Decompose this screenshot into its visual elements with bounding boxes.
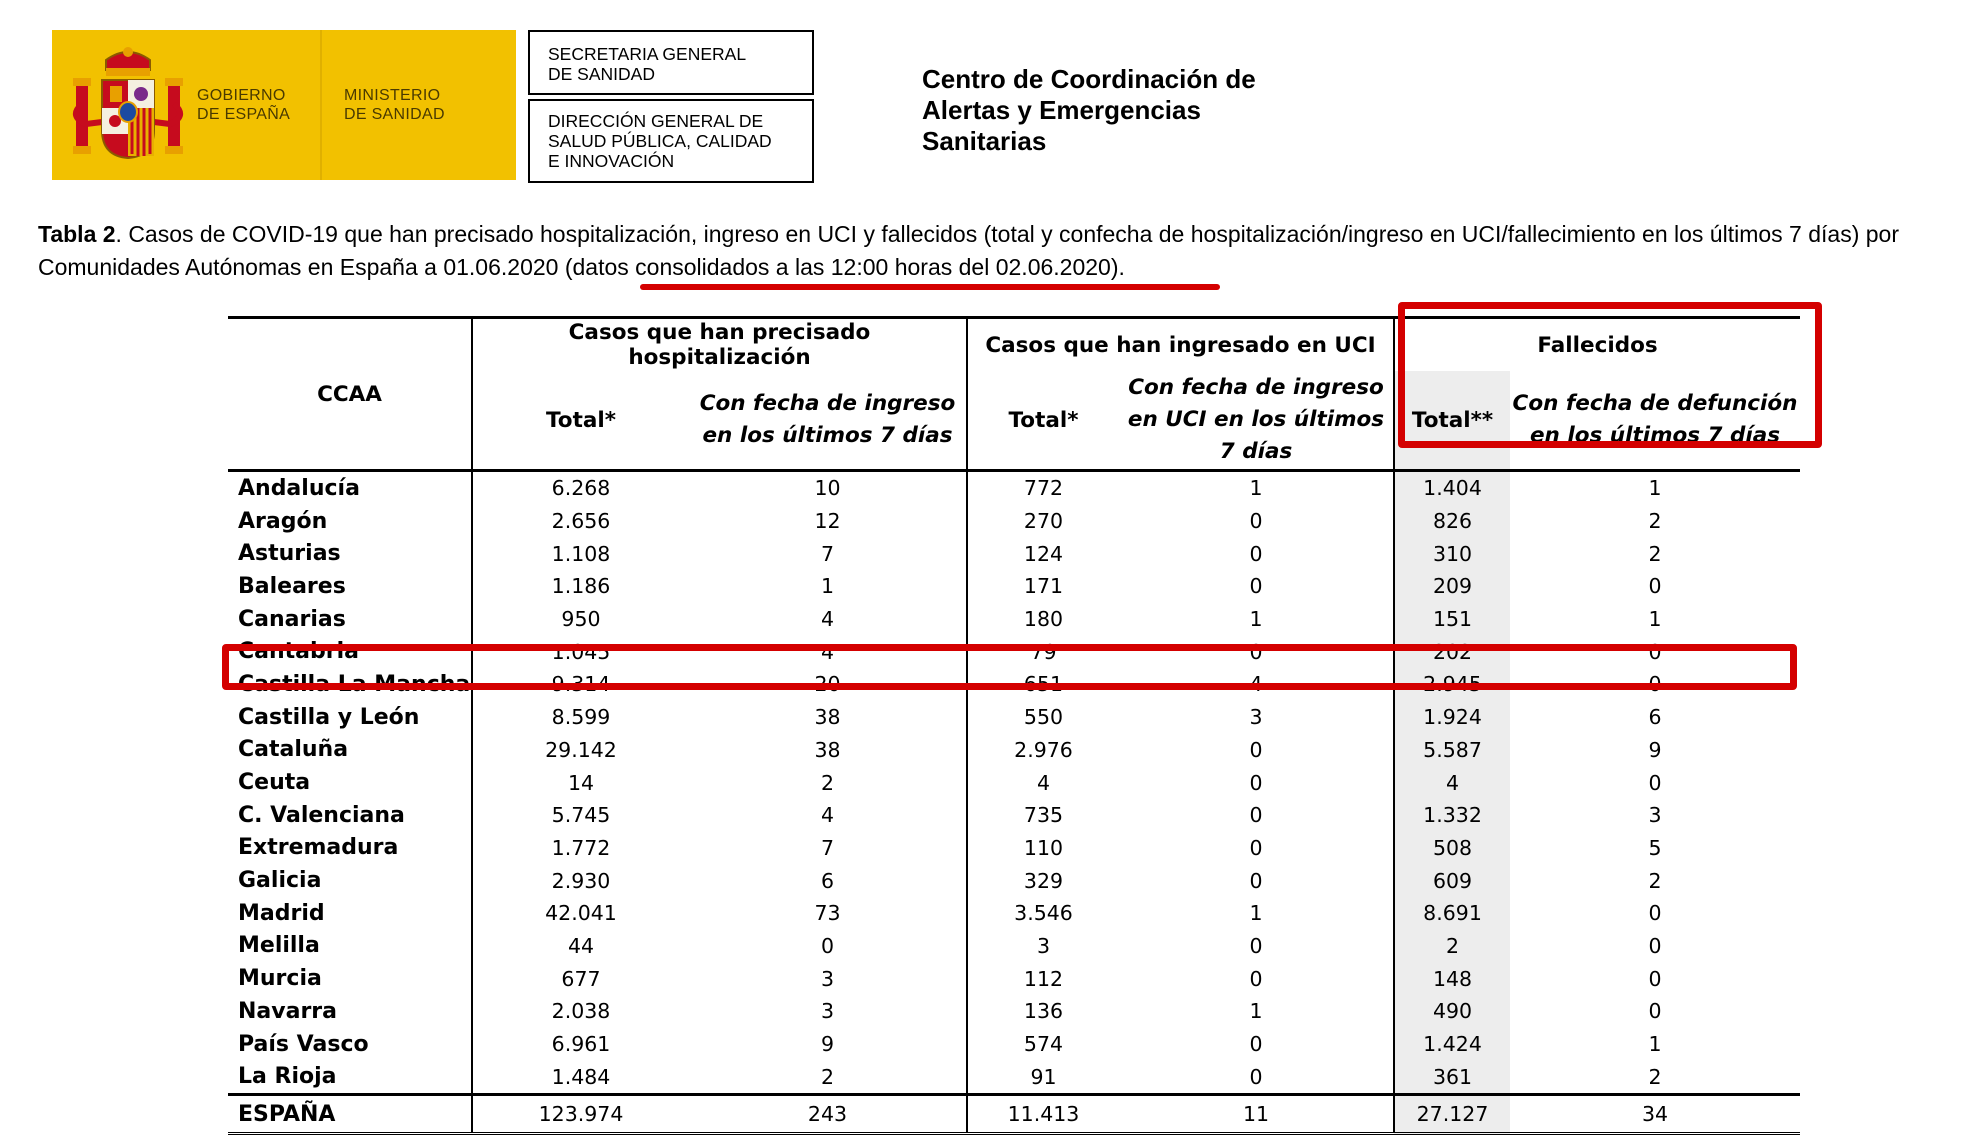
table-cell: 329 [967,864,1119,897]
group-hosp-header: Casos que han precisado hospitalización [472,318,967,372]
region-name: Extremadura [238,835,399,861]
table-cell: 0 [1249,835,1263,860]
table-cell: 29.142 [472,734,689,767]
table-cell: 0 [1249,1064,1263,1089]
region-name: Aragón [238,508,328,534]
table-cell: 2 [1648,868,1662,893]
table-cell: 3 [1249,705,1263,730]
table-cell: 6.961 [472,1028,689,1061]
table-cell: 10 [814,476,841,501]
table-cell: 20 [814,672,841,697]
region-name: Baleares [238,573,346,599]
table-cell: 4 [820,639,835,664]
ministerio-text: MINISTERIO DE SANIDAD [344,87,445,123]
caption-label: Tabla 2 [38,221,116,247]
table-cell: 2.945 [1394,668,1510,701]
table-cell: 2 [1648,541,1662,566]
region-name: País Vasco [238,1031,369,1057]
table-cell: 310 [1394,537,1510,570]
direccion-box: DIRECCIÓN GENERAL DE SALUD PÚBLICA, CALIDAD E INNOVACIÓN [528,99,814,183]
table-cell: 12 [814,509,841,534]
red-highlight-fallecidos [1398,302,1822,448]
total-cell: 11 [1119,1095,1394,1134]
table-cell: 7 [820,541,835,566]
table-cell: 171 [967,570,1119,603]
region-name: Galicia [238,868,322,894]
table-row [228,701,1800,734]
table-row [228,995,1800,1028]
gobierno-text: GOBIERNO DE ESPAÑA [197,87,291,123]
table-cell: 574 [967,1028,1119,1061]
table-cell: 1 [1648,607,1662,632]
table-cell: 0 [1249,770,1263,795]
table-cell: 42.041 [472,897,689,930]
table-row [228,570,1800,603]
region-name: Ceuta [238,770,311,796]
total-cell: 27.127 [1394,1095,1510,1134]
table-cell: 38 [814,737,841,762]
table-cell: 1 [820,574,835,599]
fall-total-header: Total** [1394,371,1510,471]
table-row [228,962,1800,995]
table-cell: 73 [814,901,841,926]
table-row [228,1028,1800,1061]
table-cell: 8.691 [1394,897,1510,930]
uci-total-header: Total* [967,371,1119,471]
table-cell: 148 [1394,962,1510,995]
region-name: Melilla [238,933,320,959]
ministerio-logo-panel [322,30,516,180]
table-cell: 0 [1249,868,1263,893]
table-cell: 1.045 [472,635,689,668]
table-row [228,832,1800,865]
table-cell: 5.587 [1394,734,1510,767]
table-cell: 508 [1394,832,1510,865]
table-cell: 4 [967,766,1119,799]
table-cell: 0 [1249,509,1263,534]
table-cell: 1.404 [1394,471,1510,505]
table-cell: 826 [1394,505,1510,538]
gobierno-logo-panel [52,30,322,180]
region-name: Castilla La Mancha [238,671,471,697]
table-cell: 4 [820,607,835,632]
region-name: Cataluña [238,737,349,763]
table-cell: 0 [1249,933,1263,958]
table-cell: 651 [967,668,1119,701]
table-cell: 110 [967,832,1119,865]
table-cell: 3.546 [967,897,1119,930]
table-cell: 2 [820,770,835,795]
table-cell: 1 [1249,607,1263,632]
table-cell: 9 [1648,737,1662,762]
table-cell: 1.924 [1394,701,1510,734]
table-cell: 1 [1249,901,1263,926]
table-cell: 2.930 [472,864,689,897]
region-name: La Rioja [238,1064,337,1090]
table-cell: 7 [820,835,835,860]
table-cell: 270 [967,505,1119,538]
table-cell: 735 [967,799,1119,832]
table-cell: 0 [1648,639,1662,664]
table-cell: 0 [1249,1032,1263,1057]
table-cell: 0 [1648,901,1662,926]
table-cell: 1 [1648,476,1662,501]
table-cell: 3 [820,966,835,991]
red-highlight-castilla-row [222,644,1797,690]
table-cell: 950 [472,603,689,636]
table-cell: 3 [1648,803,1662,828]
table-cell: 79 [967,635,1119,668]
table-cell: 0 [1249,639,1263,664]
table-caption [38,218,1958,284]
table-cell: 0 [1648,933,1662,958]
table-cell: 209 [1394,570,1510,603]
region-name: Andalucía [238,475,360,501]
table-cell: 0 [1249,803,1263,828]
table-cell: 9 [820,1032,835,1057]
table-row [228,766,1800,799]
table-cell: 609 [1394,864,1510,897]
total-row [228,1095,1800,1134]
table-cell: 1 [1648,1032,1662,1057]
region-name: Madrid [238,900,325,926]
table-cell: 0 [1648,966,1662,991]
table-cell: 5 [1648,835,1662,860]
table-cell: 151 [1394,603,1510,636]
table-cell: 1.424 [1394,1028,1510,1061]
region-name: Castilla y León [238,704,420,730]
table-cell: 4 [820,803,835,828]
hosp-7d-header: Con fecha de ingreso en los últimos 7 días [689,371,967,471]
table-cell: 8.599 [472,701,689,734]
table-cell: 1 [1249,999,1263,1024]
group-fall-header: Fallecidos [1394,318,1800,372]
table-row [228,930,1800,963]
hosp-total-header: Total* [472,371,689,471]
region-name: Navarra [238,998,337,1024]
region-name: Asturias [238,541,341,567]
secretaria-box: SECRETARIA GENERAL DE SANIDAD [528,30,814,95]
table-cell: 2.038 [472,995,689,1028]
table-cell: 6 [820,868,835,893]
region-name: C. Valenciana [238,802,405,828]
table-cell: 0 [1249,541,1263,566]
total-row-label: ESPAÑA [228,1095,472,1134]
table-cell: 0 [1249,574,1263,599]
table-row [228,897,1800,930]
table-cell: 1.772 [472,832,689,865]
table-cell: 2 [1648,509,1662,534]
government-logo [52,30,516,180]
table-cell: 0 [1648,672,1662,697]
table-cell: 91 [967,1060,1119,1094]
table-cell: 3 [820,999,835,1024]
table-row [228,864,1800,897]
region-name: Murcia [238,966,322,992]
total-cell: 123.974 [472,1095,689,1134]
total-cell: 34 [1510,1095,1800,1134]
table-cell: 180 [967,603,1119,636]
table-cell: 14 [472,766,689,799]
table-cell: 6.268 [472,471,689,505]
table-cell: 38 [814,705,841,730]
table-row [228,734,1800,767]
table-cell: 361 [1394,1060,1510,1094]
table-cell: 9.314 [472,668,689,701]
table-cell: 202 [1394,635,1510,668]
region-name: Canarias [238,606,346,632]
table-row [228,799,1800,832]
table-cell: 2.976 [967,734,1119,767]
table-row [228,1060,1800,1094]
table-cell: 1.332 [1394,799,1510,832]
table-cell: 2 [1648,1064,1662,1089]
coat-of-arms-icon [72,44,184,166]
table-row [228,537,1800,570]
table-cell: 124 [967,537,1119,570]
center-title: Centro de Coordinación de Alertas y Emergencias Sanitarias [922,64,1256,156]
table-cell: 2.656 [472,505,689,538]
table-cell: 4 [1394,766,1510,799]
table-row [228,603,1800,636]
total-cell: 243 [689,1095,967,1134]
table-cell: 136 [967,995,1119,1028]
caption-text: . Casos de COVID-19 que han precisado hospitalización, ingreso en UCI y fallecidos (total y confecha de hospitalización/ingreso en UCI/fallecimiento en los últimos 7 días) por Comunidades Autónomas en España a 01.06.2020 (datos consolidados a las 12:00 horas del 02.06.2020). [38,221,1899,280]
total-cell: 11.413 [967,1095,1119,1134]
region-name: Cantabria [238,639,359,665]
table-cell: 550 [967,701,1119,734]
table-cell: 0 [1648,999,1662,1024]
fall-7d-header: Con fecha de defunción en los últimos 7 días [1510,371,1800,471]
table-cell: 0 [1648,770,1662,795]
table-cell: 2 [1394,930,1510,963]
uci-7d-header: Con fecha de ingreso en UCI en los últimos 7 días [1119,371,1394,471]
table-cell: 44 [472,930,689,963]
table-cell: 1 [1249,476,1263,501]
table-row [228,471,1800,505]
table-cell: 1.108 [472,537,689,570]
table-cell: 0 [820,933,835,958]
department-boxes [528,30,814,183]
red-underline-annotation [640,284,1220,290]
table-cell: 1.484 [472,1060,689,1094]
group-uci-header: Casos que han ingresado en UCI [967,318,1394,372]
table-cell: 5.745 [472,799,689,832]
table-cell: 3 [967,930,1119,963]
table-cell: 677 [472,962,689,995]
table-row [228,505,1800,538]
ccaa-header: CCAA [228,318,472,471]
table-cell: 4 [1249,672,1263,697]
table-cell: 6 [1648,705,1662,730]
table-cell: 490 [1394,995,1510,1028]
table-cell: 1.186 [472,570,689,603]
table-cell: 0 [1249,737,1263,762]
table-cell: 2 [820,1064,835,1089]
table-cell: 0 [1249,966,1263,991]
table-cell: 772 [967,471,1119,505]
table-cell: 0 [1648,574,1662,599]
table-cell: 112 [967,962,1119,995]
